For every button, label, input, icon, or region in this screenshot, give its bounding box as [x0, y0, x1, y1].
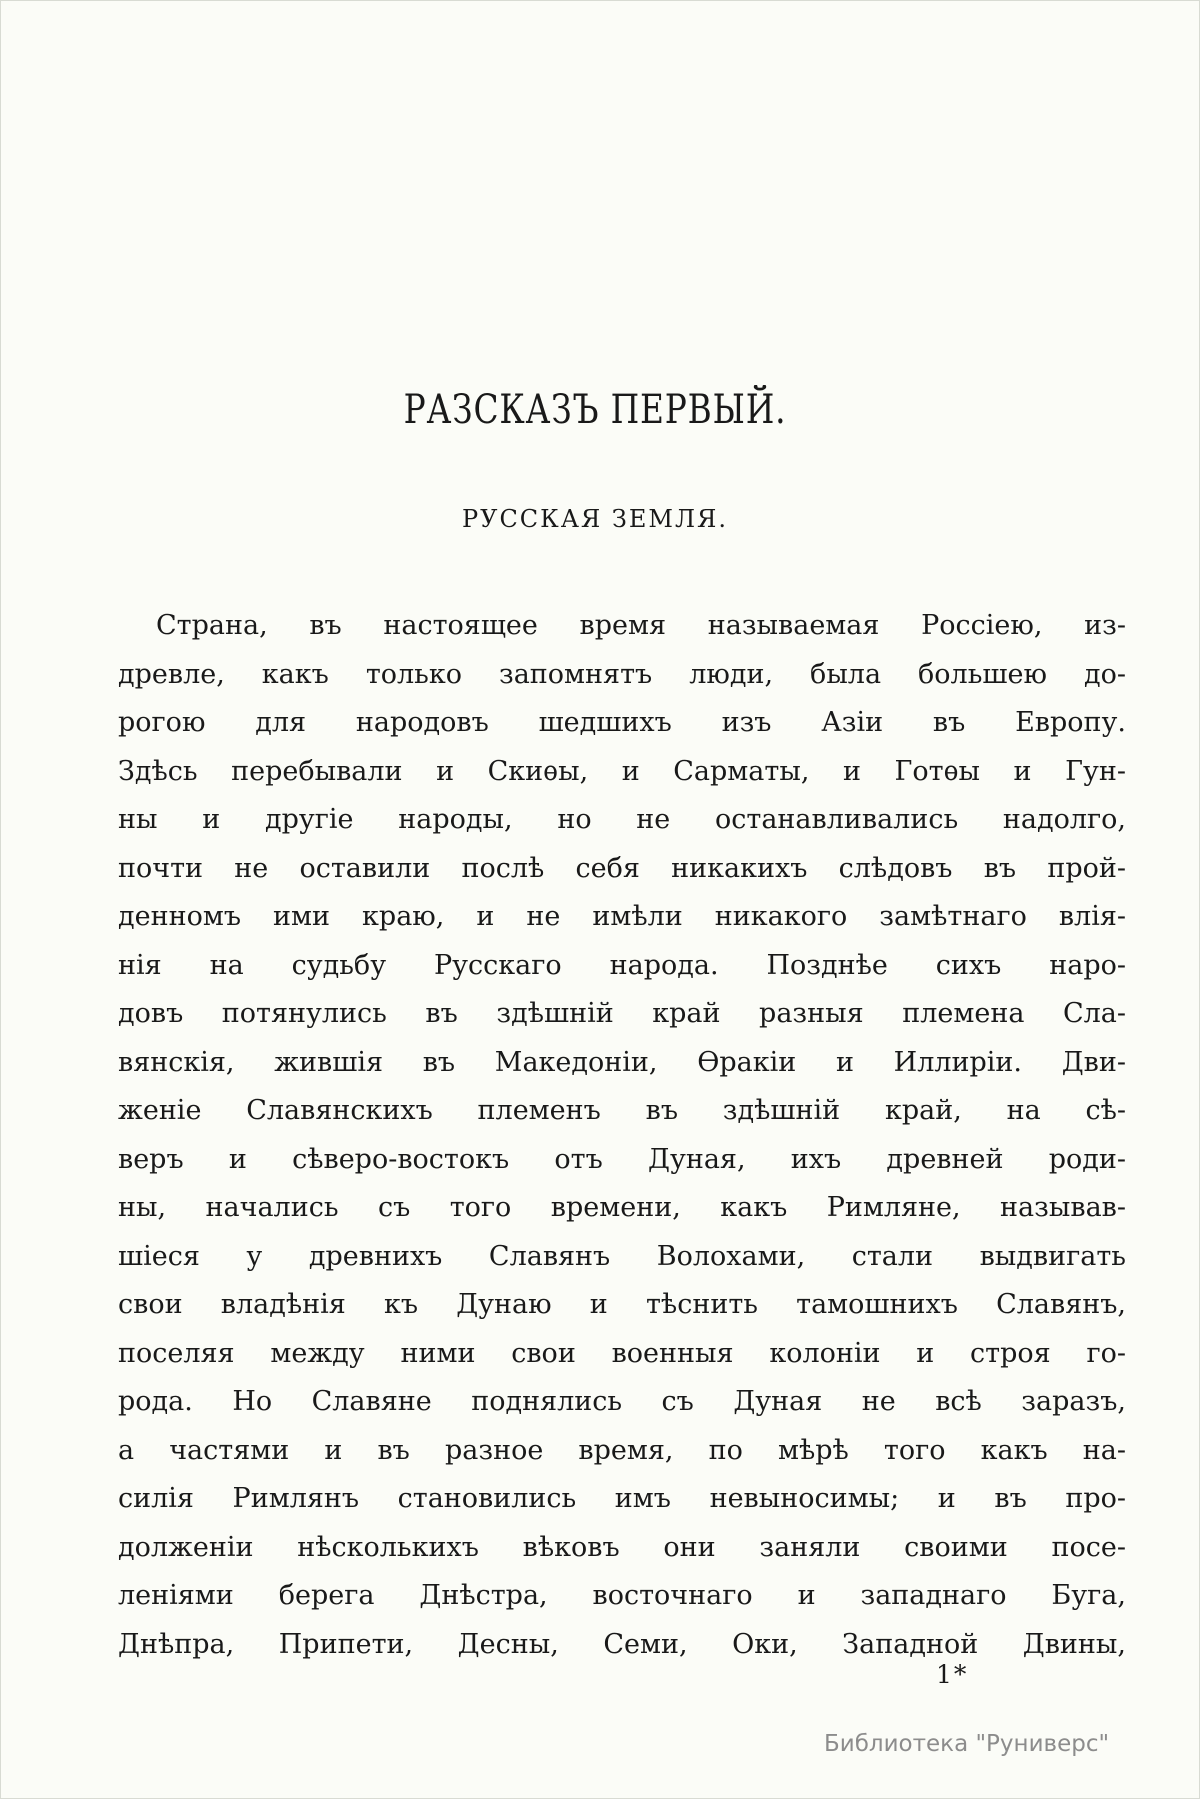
text-line: рогою для народовъ шедшихъ изъ Азіи въ Европу. [118, 707, 1126, 738]
text-line: шіеся у древнихъ Славянъ Волохами, стали выдвигать [118, 1240, 1126, 1272]
text-line: вянскія, жившія въ Македоніи, Ѳракіи и Иллиріи. Дви- [118, 1046, 1126, 1078]
text-line: Страна, въ настоящее время называемая Россіею, из- [156, 610, 1126, 641]
chapter-heading: РАЗСКАЗЪ ПЕРВЫЙ. [403, 387, 787, 433]
text-line: древле, какъ только запомнятъ люди, была большею до- [118, 658, 1126, 690]
library-watermark: Библиотека "Руниверс" [824, 1731, 1110, 1757]
text-line: Днѣпра, Припети, Десны, Семи, Оки, Западной Двины, [118, 1628, 1126, 1660]
text-line: нія на судьбу Русскаго народа. Позднѣе сихъ наро- [118, 949, 1126, 981]
text-line: довъ потянулись въ здѣшній край разныя племена Сла- [118, 998, 1126, 1029]
text-line: Здѣсь перебывали и Скиѳы, и Сарматы, и Готѳы и Гун- [118, 755, 1126, 787]
text-line: силія Римлянъ становились имъ невыносимы; и въ про- [118, 1483, 1126, 1514]
text-line: почти не оставили послѣ себя никакихъ слѣдовъ въ прой- [118, 852, 1126, 884]
text-line: а частями и въ разное время, по мѣрѣ того какъ на- [118, 1434, 1126, 1466]
text-line: ны и другіе народы, но не останавливались надолго, [118, 804, 1126, 835]
page-signature-mark: 1* [936, 1660, 969, 1689]
text-line: долженіи нѣсколькихъ вѣковъ они заняли своими посе- [118, 1531, 1126, 1563]
text-line: ны, начались съ того времени, какъ Римляне, называв- [118, 1192, 1126, 1223]
body-paragraph [118, 602, 1126, 1669]
text-line: веръ и сѣверо-востокъ отъ Дуная, ихъ древней роди- [118, 1143, 1126, 1175]
text-line: денномъ ими краю, и не имѣли никакого замѣтнаго влія- [118, 901, 1126, 932]
text-line: женіе Славянскихъ племенъ въ здѣшній край, на сѣ- [118, 1095, 1126, 1126]
section-heading: РУССКАЯ ЗЕМЛЯ. [461, 505, 729, 533]
text-line: леніями берега Днѣстра, восточнаго и западнаго Буга, [118, 1580, 1126, 1611]
text-line: рода. Но Славяне поднялись съ Дуная не всѣ заразъ, [118, 1386, 1126, 1417]
text-line: поселяя между ними свои военныя колоніи и строя го- [118, 1337, 1126, 1369]
text-line: свои владѣнія къ Дунаю и тѣснить тамошнихъ Славянъ, [118, 1289, 1126, 1320]
